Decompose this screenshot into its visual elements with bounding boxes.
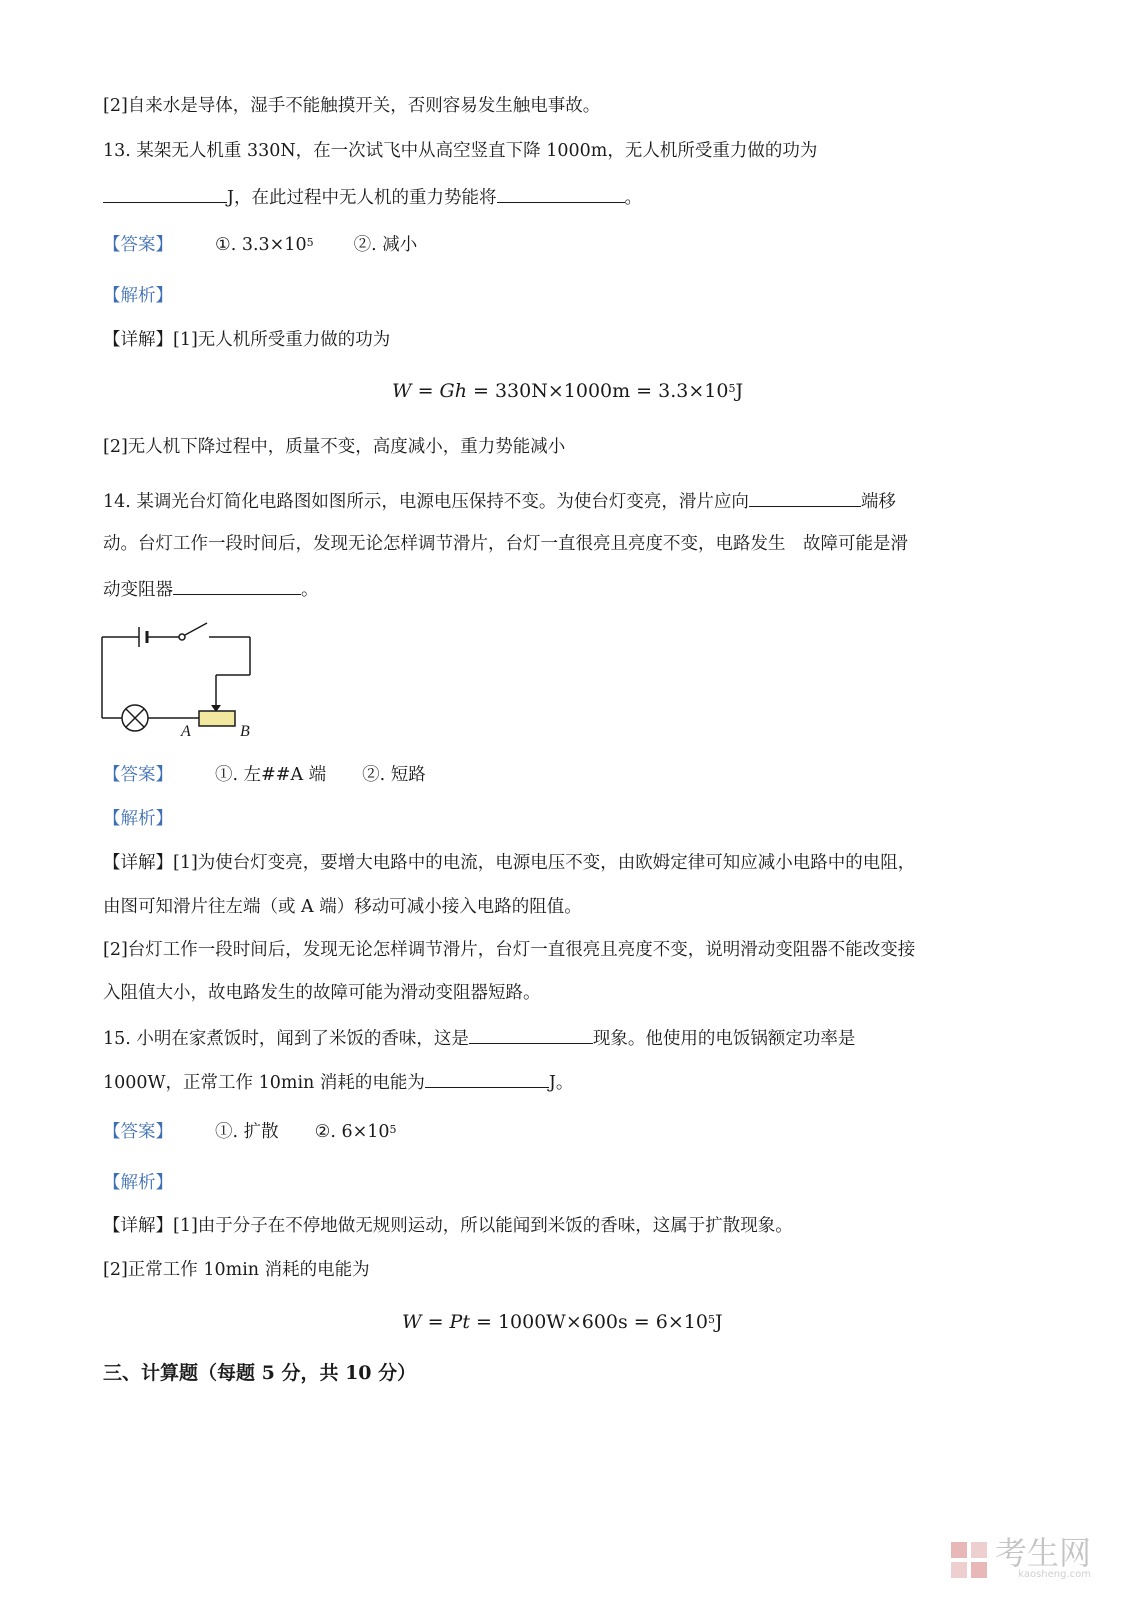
question-14-text: 14. 某调光台灯简化电路图如图所示，电源电压保持不变。为使台灯变亮，滑片应向 端移: [103, 488, 896, 514]
detail-13-2: [2]无人机下降过程中，质量不变，高度减小，重力势能减小: [103, 437, 566, 457]
watermark: [949, 1534, 1091, 1580]
question-13-text-2: J，在此过程中无人机的重力势能将 。: [103, 184, 642, 210]
question-15-text-2: 1000W，正常工作 10min 消耗的电能为 J。: [103, 1069, 573, 1095]
question-14-text-3: 动变阻器 。: [103, 576, 319, 602]
explanation-line: [2]自来水是导体，湿手不能触摸开关，否则容易发生触电事故。: [103, 96, 601, 116]
answer-14: 【答案】 ①. 左##A 端 ②. 短路: [103, 765, 426, 785]
analysis-tag: 【解析】: [103, 809, 173, 829]
switch-pivot: [179, 634, 185, 640]
equation-15: $W = Pt = 1000W\times 600s = 6\times 10^5J$: [402, 1311, 723, 1333]
answer-15: 【答案】 ①. 扩散 ②. $6\times 10^5$: [103, 1122, 397, 1142]
watermark-url: kaosheng.com: [1018, 1569, 1091, 1580]
switch-blade: [185, 623, 207, 635]
analysis-tag: 【解析】: [103, 1173, 173, 1193]
answer-blank: [425, 1069, 549, 1088]
detail-13-1: 【详解】[1]无人机所受重力做的功为: [103, 330, 391, 350]
label-A: A: [181, 723, 191, 740]
rheostat: [199, 711, 235, 726]
answer-13: 【答案】 ①. $3.3\times 10^5$ ②. 减小: [103, 235, 418, 255]
answer-blank: [469, 1025, 593, 1044]
question-14-text-2: 动。台灯工作一段时间后，发现无论怎样调节滑片，台灯一直很亮且亮度不变，电路发生 故障可能是滑: [103, 534, 908, 554]
watermark-text: 考生网: [994, 1534, 1091, 1572]
answer-tag: 【答案】: [103, 235, 173, 255]
detail-15-2: [2]正常工作 10min 消耗的电能为: [103, 1260, 370, 1280]
answer-blank: [749, 488, 861, 507]
answer-blank: [173, 576, 301, 595]
circuit-diagram: [95, 615, 275, 745]
answer-tag: 【答案】: [103, 765, 173, 785]
detail-15-1: 【详解】[1]由于分子在不停地做无规则运动，所以能闻到米饭的香味，这属于扩散现象。: [103, 1216, 793, 1236]
watermark-logo-icon: [949, 1540, 989, 1580]
question-13-text: 13. 某架无人机重 330N，在一次试飞中从高空竖直下降 1000m，无人机所受重力做的功为: [103, 141, 818, 161]
detail-14-4: 入阻值大小，故电路发生的故障可能为滑动变阻器短路。: [103, 983, 541, 1003]
question-15-text: 15. 小明在家煮饭时，闻到了米饭的香味，这是 现象。他使用的电饭锅额定功率是: [103, 1025, 855, 1051]
detail-14-2: 由图可知滑片往左端（或 A 端）移动可减小接入电路的阻值。: [103, 897, 582, 917]
label-B: B: [240, 723, 250, 740]
section-heading: 三、计算题（每题 5 分，共 10 分）: [103, 1362, 417, 1384]
answer-blank: [497, 184, 625, 203]
answer-blank: [103, 184, 227, 203]
analysis-tag: 【解析】: [103, 286, 173, 306]
detail-14-3: [2]台灯工作一段时间后，发现无论怎样调节滑片，台灯一直很亮且亮度不变，说明滑动变阻器不能改变接: [103, 940, 916, 960]
equation-13: $W = Gh = 330N\times 1000m = 3.3\times 10^5J$: [392, 380, 744, 402]
answer-tag: 【答案】: [103, 1122, 173, 1142]
detail-14-1: 【详解】[1]为使台灯变亮，要增大电路中的电流，电源电压不变，由欧姆定律可知应减小电路中的电阻，: [103, 853, 916, 873]
